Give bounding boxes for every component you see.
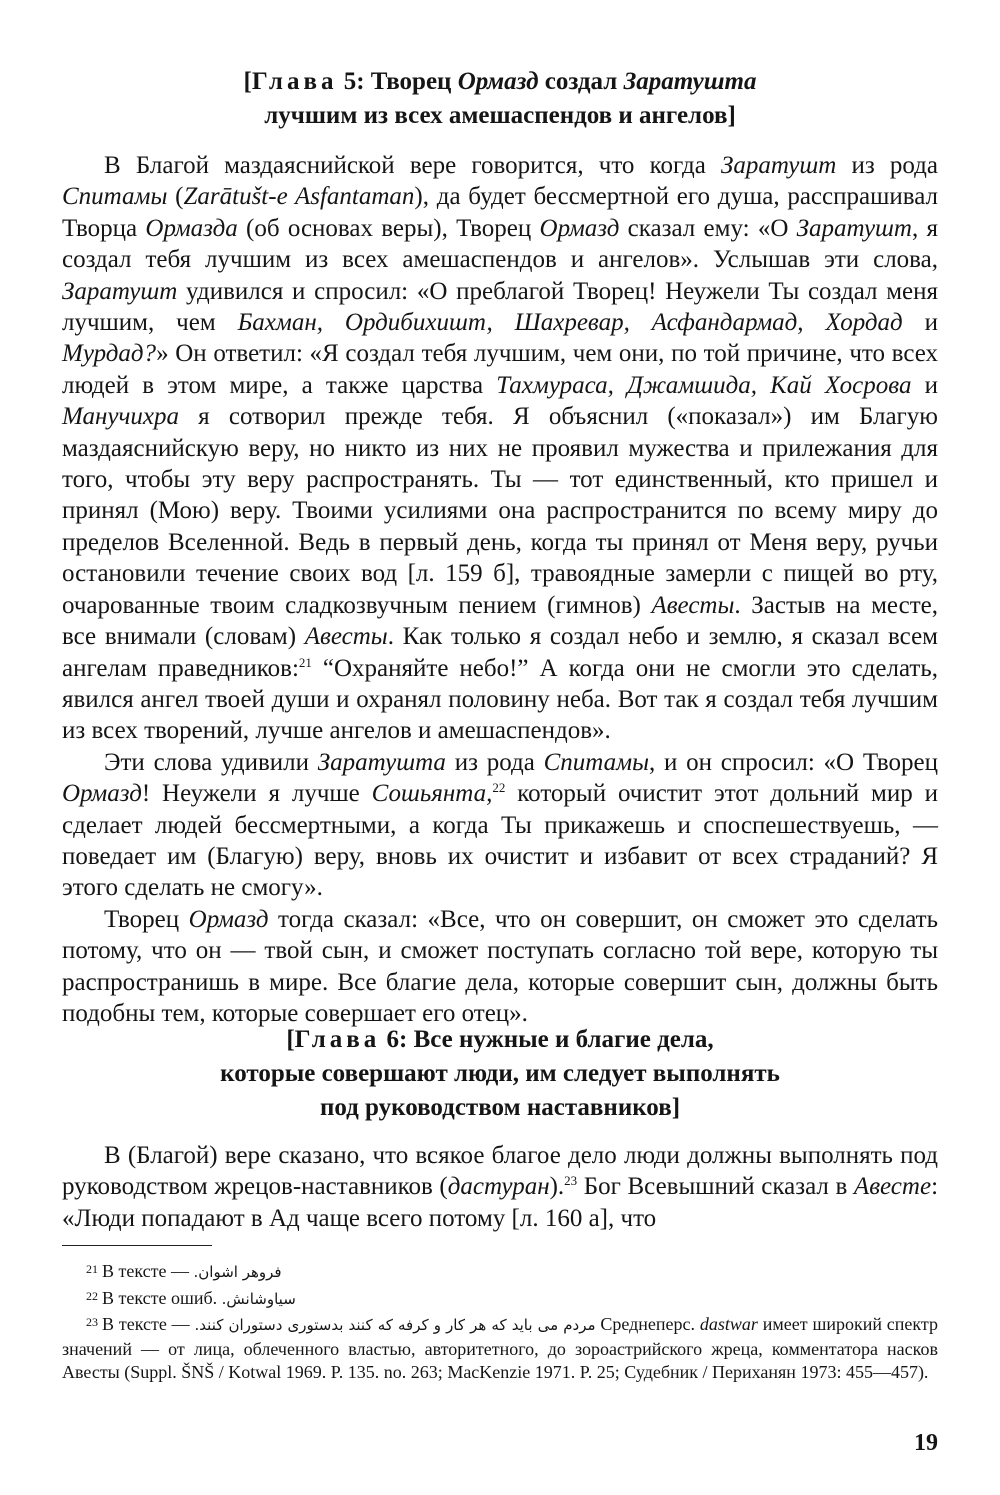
footnote-ref-23: 23 [564, 1173, 578, 1189]
footnote-ref-21: 21 [298, 654, 312, 670]
chapter-6-heading [60, 1023, 940, 1125]
chapter-5-text [62, 150, 938, 1029]
footnote-23: $^{23}$ В тексте — مردم می باید که هر کار و کرفه که کنند بدستوری دستوران کنند. Среднеперс. dastwar имеет широкий спектр значений — от лица, облеченного властью, авторитетного, до зороастрийского жреца, комментатора насков Авесты (Suppl. ŠNŠ / Kotwal 1969. P. 135. no. 263; MacKenzie 1971. P. 25; Судебник / Периханян 1973: 455—457). [62, 1314, 939, 1382]
paragraph-3: Творец Ормазд тогда сказал: «Все, что он совершит, он сможет это сделать потому, что он — твой сын, и сможет поступать согласно той вере, которую ты распространишь в мире. Все благие дела, которые совершит сын, должны быть подобны тем, которые совершает его отец». [62, 905, 938, 1027]
footnote-22: $^{22}$ В тексте ошиб. سیاوشانش. [86, 1287, 296, 1308]
footnote-21: $^{21}$ В тексте — فروهر اشوان. [86, 1261, 282, 1281]
chapter-6-heading-line-3: под руководством наставников] [319, 1094, 681, 1121]
paragraph-4: В (Благой) вере сказано, что всякое благое дело люди должны выполнять под руководством жрецов-наставников (дастуран).$^{23}$ Бог Всевышний сказал в Авесте: «Люди попадают в Ад чаще всего потому [л. 160 а], что [62, 1142, 939, 1232]
page-number: 19 [914, 1430, 938, 1456]
footnote-ref-22: 22 [492, 780, 506, 796]
chapter-5-heading-line-2: лучшим из всех амешаспендов и ангелов] [264, 102, 736, 129]
chapter-6-heading-line-2: которые совершают люди, им следует выполнять [220, 1060, 780, 1087]
chapter-5-heading-line-1: [Глава 5: Творец Ормазд создал Заратушта [243, 68, 757, 95]
footnotes [62, 1258, 938, 1385]
paragraph-1: В Благой маздаяснийской вере говорится, что когда Заратушт из рода Спитамы (Zarātušt-e Asfantaman), да будет бессмертной его душа, расспрашивал Творца Ормазда (об основах веры), Творец Ормазд сказал ему: «О Заратушт, я создал тебя лучшим из всех амешаспендов и ангелов». Услышав эти слова, Заратушт удивился и спросил: «О преблагой Творец! Неужели Ты создал меня лучшим, чем Бахман, Ордибихишт, Шахревар, Асфандармад, Хордад и Мурдад?» Он ответил: «Я создал тебя лучшим, чем они, по той причине, что всех людей в этом мире, а также царства Тахмураса, Джамшида, Кай Хосрова и Манучихра я сотворил прежде тебя. Я объяснил («показал») им Благую маздаяснийскую веру, но никто из них не проявил мужества и прилежания для того, чтобы эту веру распространять. Ты — тот единственный, кто пришел и принял (Мою) веру. Твоими усилиями она распространится по всему миру до пределов Вселенной. Ведь в первый день, когда ты принял от Меня веру, ручьи остановили течение своих вод [л. 159 б], травоядные замерли с пищей во рту, очарованные твоим сладкозвучным пением (гимнов) Авесты. Застыв на месте, все внимали (словам) Авесты. Как только я создал небо и землю, я сказал всем ангелам праведников:$^{21}$ “Охраняйте небо!” А когда они не смогли это сделать, явился ангел твоей души и охранял половину неба. Вот так я создал тебя лучшим из всех творений, лучше ангелов и амешаспендов». [62, 152, 938, 745]
paragraph-2: Эти слова удивили Заратушта из рода Спитамы, и он спросил: «О Творец Ормазд! Неужели я лучше Сошьянта,$^{22}$ который очистит этот дольний мир и сделает людей бессмертными, а когда Ты прикажешь и споспешествуешь, — поведает им (Благую) веру, вновь их очистит и избавит от всех страданий? Я этого сделать не смогу». [62, 748, 938, 902]
chapter-5-heading [60, 65, 940, 133]
chapter-6-text [62, 1140, 938, 1234]
chapter-6-heading-line-1: [Глава 6: Все нужные и благие дела, [286, 1026, 714, 1053]
footnote-separator [62, 1245, 212, 1246]
